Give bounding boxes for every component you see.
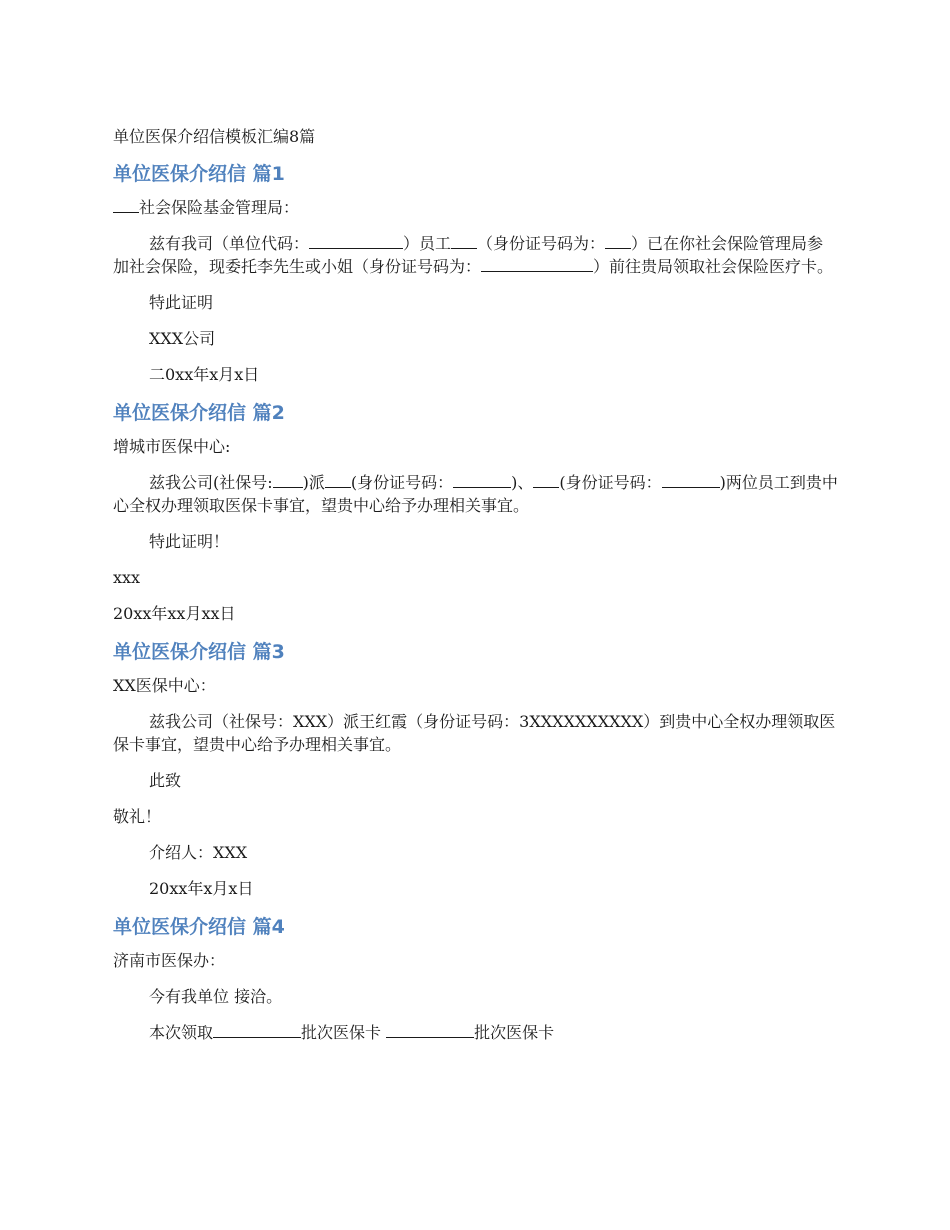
section-heading-2: 单位医保介绍信 篇2 xyxy=(113,402,285,424)
section-2-closing: 特此证明！ xyxy=(149,532,230,551)
section-4-line-2: 本次领取 批次医保卡 批次医保卡 xyxy=(149,1023,555,1042)
blank-line xyxy=(533,473,559,488)
blank-line xyxy=(309,234,403,249)
section-3-closing-2: 敬礼！ xyxy=(113,807,162,826)
blank-line xyxy=(662,473,720,488)
blank-line xyxy=(605,234,631,249)
section-2-addressee: 增城市医保中心: xyxy=(113,437,231,456)
section-2-signer: xxx xyxy=(113,568,141,587)
section-3-body: 兹我公司（社保号：XXX）派王红霞（身份证号码：3XXXXXXXXXX）到贵中心全权办理领取医保卡事宜，望贵中心给予办理相关事宜。 xyxy=(113,712,836,754)
section-heading-3: 单位医保介绍信 篇3 xyxy=(113,641,285,663)
blank-line xyxy=(453,473,511,488)
section-3-introducer: 介绍人：XXX xyxy=(149,843,248,862)
section-heading-1: 单位医保介绍信 篇1 xyxy=(113,163,285,185)
document-title: 单位医保介绍信模板汇编8篇 xyxy=(113,127,316,146)
section-2-date: 20xx年xx月xx日 xyxy=(113,604,236,623)
section-3-date: 20xx年x月x日 xyxy=(149,879,254,898)
blank-line xyxy=(113,198,139,213)
section-2-body: 兹我公司(社保号: )派 (身份证号码： )、 (身份证号码： )两位员工到贵中心全权办理领取医保卡事宜，望贵中心给予办理相关事宜。 xyxy=(113,473,838,515)
blank-line xyxy=(213,1023,301,1038)
section-3-addressee: XX医保中心： xyxy=(113,676,216,695)
section-1-addressee: 社会保险基金管理局： xyxy=(113,196,838,219)
section-1-body: 兹有我司（单位代码： ）员工 （身份证号码为： ）已在你社会保险管理局参加社会保险，现委托李先生或小姐（身份证号码为： ）前往贵局领取社会保险医疗卡。 xyxy=(113,234,834,276)
section-4-line-1: 今有我单位 接洽。 xyxy=(149,987,283,1006)
section-1-signer: XXX公司 xyxy=(149,329,216,348)
section-3-closing-1: 此致 xyxy=(149,771,182,790)
section-heading-4: 单位医保介绍信 篇4 xyxy=(113,916,285,938)
document-content xyxy=(113,124,838,1057)
blank-line xyxy=(325,473,351,488)
section-4-addressee: 济南市医保办： xyxy=(113,951,226,970)
section-1-date: 二0xx年x月x日 xyxy=(149,365,260,384)
blank-line xyxy=(481,257,593,272)
blank-line xyxy=(451,234,477,249)
section-1-closing: 特此证明 xyxy=(149,293,214,312)
blank-line xyxy=(386,1023,474,1038)
blank-line xyxy=(273,473,303,488)
